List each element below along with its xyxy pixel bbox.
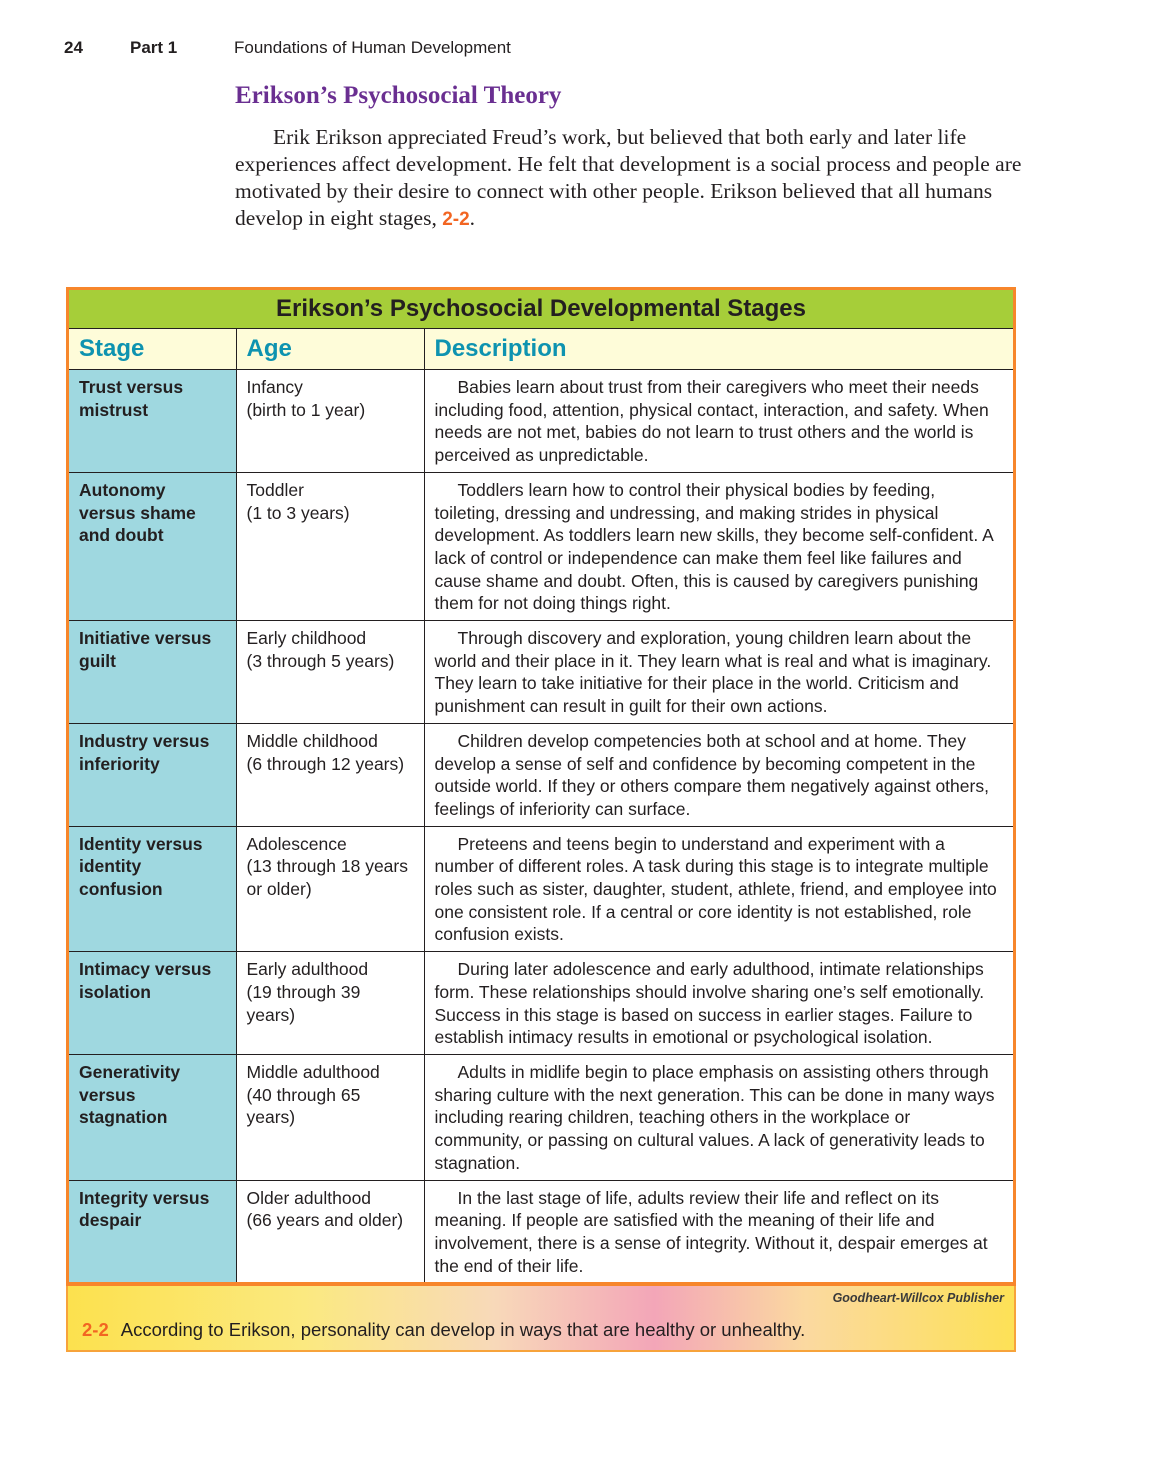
column-header-stage: Stage — [69, 329, 236, 370]
age-label: Middle childhood — [246, 730, 378, 751]
column-header-age: Age — [236, 329, 424, 370]
age-cell — [236, 1180, 424, 1282]
age-label: Older adulthood — [246, 1187, 372, 1208]
table-title-row — [69, 290, 1013, 329]
table-row — [69, 952, 1013, 1055]
intro-end: . — [469, 206, 476, 230]
table-header-row — [69, 329, 1013, 370]
age-cell — [236, 370, 424, 473]
caption-number: 2-2 — [82, 1319, 109, 1341]
age-range: (19 through 39 years) — [246, 981, 361, 1025]
chapter-title: Foundations of Human Development — [234, 38, 511, 57]
caption-band — [66, 1286, 1016, 1352]
figure-2-2 — [66, 287, 1016, 1352]
description-cell: In the last stage of life, adults review their life and reflect on its meaning. If people are satisfied with the meaning of their life and involvement, there is a sense of integrity. Without it, despair emerges at the end of their life. — [424, 1180, 1013, 1282]
stage-cell: Initiative versus guilt — [69, 621, 236, 724]
age-label: Toddler — [246, 479, 304, 500]
intro-text: Erik Erikson appreciated Freud’s work, but believed that both early and later life experiences affect development. He felt that development is a social process and people are motivated by their desire to connect with other people. Erikson believed that all humans develop in eight stages, — [235, 125, 1022, 230]
age-range: (1 to 3 years) — [246, 502, 350, 523]
age-cell — [236, 826, 424, 952]
table-row — [69, 370, 1013, 473]
age-range: (40 through 65 years) — [246, 1084, 361, 1128]
age-label: Infancy — [246, 377, 303, 397]
table-row — [69, 1054, 1013, 1180]
description-cell: During later adolescence and early adulthood, intimate relationships form. These relationships should involve sharing one’s self emotionally. Success in this stage is based on success in earlier stages. Failure to establish intimacy results in emotional or psychological isolation. — [424, 952, 1013, 1055]
table-row — [69, 826, 1013, 952]
age-cell — [236, 472, 424, 620]
description-cell: Through discovery and exploration, young children learn about the world and their place in it. They learn what is real and what is imaginary. They learn to take initiative for their place in the world. Criticism and punishment can result in guilt for their own actions. — [424, 621, 1013, 724]
caption-text: According to Erikson, personality can develop in ways that are healthy or unhealthy. — [120, 1319, 806, 1341]
age-cell — [236, 952, 424, 1055]
stage-cell: Trust versus mistrust — [69, 370, 236, 473]
figure-reference-link[interactable]: 2-2 — [442, 209, 470, 230]
age-range: (3 through 5 years) — [246, 650, 395, 671]
stage-cell: Industry versus inferiority — [69, 723, 236, 826]
table-title: Erikson’s Psychosocial Developmental Stages — [69, 290, 1013, 329]
age-cell — [236, 621, 424, 724]
age-cell — [236, 1054, 424, 1180]
table-row — [69, 472, 1013, 620]
intro-paragraph — [235, 124, 1025, 233]
table-row — [69, 1180, 1013, 1282]
description-cell: Children develop competencies both at school and at home. They develop a sense of self and confidence by becoming competent in the outside world. If they or others compare them negatively against others, feelings of inferiority can surface. — [424, 723, 1013, 826]
age-range: (6 through 12 years) — [246, 753, 405, 774]
table-row — [69, 621, 1013, 724]
stage-cell: Identity versus identity confusion — [69, 826, 236, 952]
stage-cell: Intimacy versus isolation — [69, 952, 236, 1055]
section-title: Erikson’s Psychosocial Theory — [235, 82, 562, 109]
figure-caption — [82, 1319, 805, 1341]
age-label: Middle adulthood — [246, 1061, 380, 1082]
stage-cell: Integrity versus despair — [69, 1180, 236, 1282]
age-label: Adolescence — [246, 833, 347, 854]
age-range: (13 through 18 years or older) — [246, 856, 408, 900]
table-row — [69, 723, 1013, 826]
age-label: Early adulthood — [246, 959, 369, 980]
age-cell — [236, 723, 424, 826]
stages-table-frame — [66, 287, 1016, 1286]
age-range: (66 years and older) — [246, 1210, 404, 1231]
stage-cell: Generativity versus stagnation — [69, 1054, 236, 1180]
description-cell: Babies learn about trust from their caregivers who meet their needs including food, attention, physical contact, interaction, and safety. When needs are not met, babies do not learn to trust others and the world is perceived as unpredictable. — [424, 370, 1013, 473]
description-cell: Preteens and teens begin to understand and experiment with a number of different roles. A task during this stage is to integrate multiple roles such as sister, daughter, student, athlete, friend, and employee into one consistent role. If a central or core identity is not established, role confusion exists. — [424, 826, 1013, 952]
description-cell: Toddlers learn how to control their physical bodies by feeding, toileting, dressing and undressing, and making strides in physical development. As toddlers learn new skills, they become self-confident. A lack of control or independence can make them feel like failures and cause shame and doubt. Often, this is caused by caregivers punishing them for not doing things right. — [424, 472, 1013, 620]
page-number: 24 — [64, 38, 83, 57]
column-header-description: Description — [424, 329, 1013, 370]
stage-cell: Autonomy versus shame and doubt — [69, 472, 236, 620]
running-head — [64, 38, 511, 58]
part-label: Part 1 — [130, 38, 178, 57]
age-label: Early childhood — [246, 628, 367, 649]
age-range: (birth to 1 year) — [246, 399, 366, 420]
publisher-credit: Goodheart-Willcox Publisher — [832, 1291, 1004, 1306]
description-cell: Adults in midlife begin to place emphasis on assisting others through sharing culture with the next generation. This can be done in many ways including rearing children, teaching others in the workplace or community, or passing on cultural values. A lack of generativity leads to stagnation. — [424, 1054, 1013, 1180]
stages-table — [69, 290, 1013, 1282]
